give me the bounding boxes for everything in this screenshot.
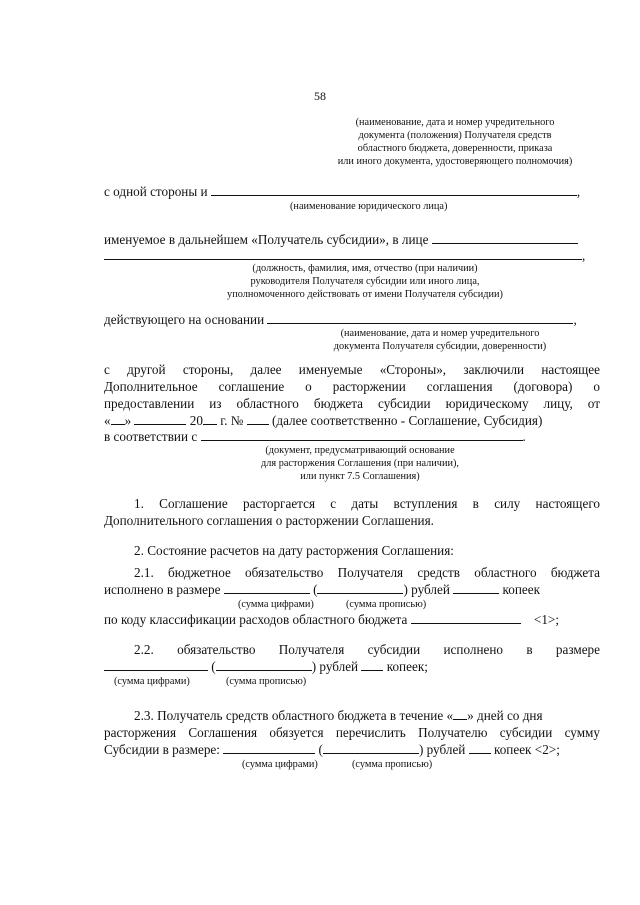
day-blank[interactable] [111,413,125,425]
p22-digits-blank[interactable] [104,659,208,671]
p23-text-a: 2.3. Получатель средств областного бюджета в течение [134,708,444,723]
p21-rub: рублей [411,582,450,597]
acting-caption [300,327,580,353]
p23-cap-words: (сумма прописью) [352,759,433,770]
p23-line2: расторжения Соглашения обязуется перечислить Получателю субсидии сумму [104,725,600,740]
caption-line: руководителя Получателя субсидии или иного лица, [250,276,480,287]
p21-amount-line: исполнено в размере ( ) рублей копеек [104,582,540,597]
p22-line: 2.2. обязательство Получателя субсидии исполнено в размере [134,642,600,657]
p23-digits-blank[interactable] [223,742,315,754]
quote-open: « [104,413,111,428]
p23-text-b: дней со дня [476,708,543,723]
caption-line: областного бюджета, доверенности, приказа [357,143,553,154]
p21-cap-words: (сумма прописью) [346,599,427,610]
caption-line: или иного документа, удостоверяющего полномочия) [337,156,573,167]
page-number: 58 [314,89,326,103]
party1-prefix: с одной стороны и [104,184,208,199]
p22-amount-line: ( ) рублей копеек; [104,659,428,675]
caption-line: (наименование, дата и номер учредительного [355,117,555,128]
intro-caption [220,444,500,483]
p23-words-blank[interactable] [323,742,419,754]
intro-line: Дополнительное соглашение о расторжении соглашения (договора) о [104,379,600,394]
number-blank[interactable] [247,413,269,425]
caption-line: (документ, предусматривающий основание [265,445,455,456]
intro-line: с другой стороны, далее именуемые «Стороны», заключили настоящее [104,362,600,377]
p21-kop-blank[interactable] [453,582,499,594]
acting-line: действующего на основании , [104,312,577,327]
p21-note: <1>; [533,612,560,627]
caption-line: документа (положения) Получателя средств [358,130,552,141]
named-blank[interactable] [432,232,578,244]
p1-line: Дополнительного соглашения о расторжении Соглашения. [104,513,434,528]
p22-cap-digits: (сумма цифрами) [114,676,190,687]
p21-prefix: исполнено в размере [104,582,221,597]
quote-close: » [124,413,132,428]
named-line [104,232,578,248]
p23-cap-digits: (сумма цифрами) [242,759,318,770]
caption-line: (должность, фамилия, имя, отчество (при наличии) [252,263,478,274]
named-text: именуемое в дальнейшем «Получатель субсидии», в лице [104,232,429,247]
p22-rub: рублей [319,659,359,674]
p23-prefix: Субсидии в размере: [104,742,220,757]
party1-caption: (наименование юридического лица) [290,201,448,212]
p21-words-blank[interactable] [317,582,403,594]
year-blank[interactable] [203,413,217,425]
party1-blank[interactable] [211,184,577,196]
number-label: г. № [220,413,244,428]
p23-line1: 2.3. Получатель средств областного бюджета в течение « » дней со дня [134,708,543,723]
caption-line: (наименование, дата и номер учредительного [340,328,540,339]
p23-rub: рублей [426,742,466,757]
top-caption [300,116,610,168]
caption-line: документа Получателя субсидии, доверенности) [333,341,547,352]
p23-amount-line: Субсидии в размере: ( ) рублей копеек <2>; [104,742,560,757]
p23-days-blank[interactable] [453,708,467,720]
p22-cap-words: (сумма прописью) [226,676,307,687]
month-blank[interactable] [134,413,186,425]
year-prefix: 20 [189,413,203,428]
p21-digits-blank[interactable] [224,582,310,594]
p22-kop: копеек; [386,659,428,674]
p21-line: 2.1. бюджетное обязательство Получателя средств областного бюджета [134,565,600,580]
p1-line: 1. Соглашение расторгается с даты вступления в силу настоящего [134,496,600,511]
p21-code-blank[interactable] [411,612,521,624]
according-prefix: в соответствии с [104,429,198,444]
named-caption [160,262,570,301]
intro-date-line [104,413,542,429]
named-line2: , [104,248,585,264]
p21-cap-digits: (сумма цифрами) [238,599,314,610]
p23-kop: копеек <2>; [493,742,560,757]
intro-tail: (далее соответственно - Соглашение, Субсидия) [271,413,543,428]
caption-line: уполномоченного действовать от имени Получателя субсидии) [227,289,503,300]
named-blank-2[interactable] [104,248,582,260]
according-blank[interactable] [201,429,523,441]
p21-code-line [104,612,559,628]
p21-kop: копеек [502,582,540,597]
p22-kop-blank[interactable] [361,659,383,671]
p21-code-text: по коду классификации расходов областного бюджета [104,612,408,627]
caption-line: для расторжения Соглашения (при наличии), [261,458,459,469]
caption-line: или пункт 7.5 Соглашения) [300,471,420,482]
according-line: в соответствии с . [104,429,526,444]
p22-words-blank[interactable] [216,659,312,671]
party1-line: с одной стороны и , [104,184,581,199]
p23-kop-blank[interactable] [469,742,491,754]
p2-line: 2. Состояние расчетов на дату расторжения Соглашения: [134,543,454,558]
acting-blank[interactable] [267,312,573,324]
intro-line: предоставлении из областного бюджета субсидии юридическому лицу, от [104,396,600,411]
acting-prefix: действующего на основании [104,312,265,327]
